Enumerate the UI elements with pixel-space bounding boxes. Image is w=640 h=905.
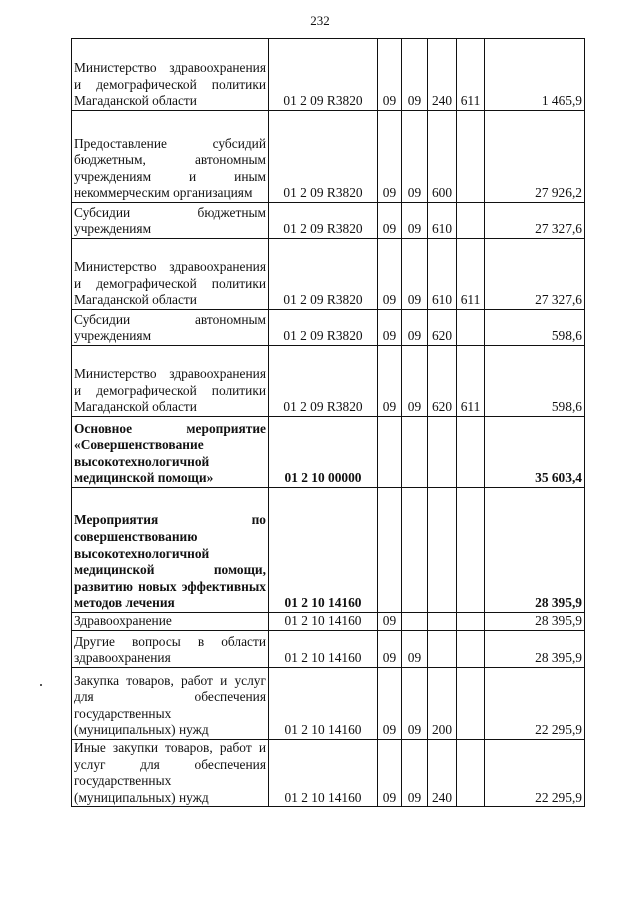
row-section-cell: 09 (378, 39, 402, 111)
row-subsection-cell (402, 488, 428, 613)
row-section-cell: 09 (378, 613, 402, 631)
row-name-cell: Министерство здравоохранения и демографической политики Магаданской области (72, 346, 269, 417)
row-subsection-cell: 09 (402, 740, 428, 807)
row-ministry-code-cell (457, 417, 485, 488)
row-expense-type-cell (428, 417, 457, 488)
table-row (72, 203, 585, 239)
row-ministry-code-cell: 611 (457, 239, 485, 310)
row-code-cell: 01 2 10 00000 (269, 417, 378, 488)
row-code-cell: 01 2 09 R3820 (269, 310, 378, 346)
row-ministry-code-cell (457, 740, 485, 807)
row-section-cell: 09 (378, 239, 402, 310)
table-row (72, 39, 585, 111)
row-expense-type-cell (428, 613, 457, 631)
table-row (72, 111, 585, 203)
row-subsection-cell: 09 (402, 668, 428, 740)
row-amount-cell: 27 926,2 (485, 111, 585, 203)
row-section-cell (378, 417, 402, 488)
row-amount-cell: 1 465,9 (485, 39, 585, 111)
row-amount-cell: 28 395,9 (485, 488, 585, 613)
row-amount-cell: 22 295,9 (485, 740, 585, 807)
row-code-cell: 01 2 09 R3820 (269, 39, 378, 111)
row-section-cell: 09 (378, 111, 402, 203)
row-ministry-code-cell (457, 111, 485, 203)
row-subsection-cell: 09 (402, 39, 428, 111)
table-row (72, 346, 585, 417)
row-expense-type-cell: 620 (428, 346, 457, 417)
row-ministry-code-cell (457, 668, 485, 740)
row-subsection-cell: 09 (402, 631, 428, 668)
row-expense-type-cell: 620 (428, 310, 457, 346)
row-code-cell: 01 2 10 14160 (269, 631, 378, 668)
row-code-cell: 01 2 10 14160 (269, 740, 378, 807)
row-code-cell: 01 2 09 R3820 (269, 203, 378, 239)
row-amount-cell: 22 295,9 (485, 668, 585, 740)
row-code-cell: 01 2 10 14160 (269, 488, 378, 613)
table-row (72, 613, 585, 631)
row-subsection-cell (402, 417, 428, 488)
row-ministry-code-cell: 611 (457, 39, 485, 111)
row-expense-type-cell: 200 (428, 668, 457, 740)
row-code-cell: 01 2 10 14160 (269, 613, 378, 631)
row-amount-cell: 27 327,6 (485, 203, 585, 239)
row-section-cell: 09 (378, 668, 402, 740)
row-subsection-cell: 09 (402, 203, 428, 239)
row-name-cell: Другие вопросы в области здравоохранения (72, 631, 269, 668)
row-section-cell: 09 (378, 203, 402, 239)
row-expense-type-cell: 610 (428, 239, 457, 310)
row-name-cell: Основное мероприятие «Совершенствование высокотехнологичной медицинской помощи» (72, 417, 269, 488)
row-subsection-cell: 09 (402, 239, 428, 310)
table-body (72, 39, 585, 807)
row-expense-type-cell: 240 (428, 39, 457, 111)
row-expense-type-cell: 600 (428, 111, 457, 203)
row-ministry-code-cell (457, 203, 485, 239)
row-code-cell: 01 2 09 R3820 (269, 111, 378, 203)
row-name-cell: Иные закупки товаров, работ и услуг для обеспечения государственных (муниципальных) нужд (72, 740, 269, 807)
row-ministry-code-cell (457, 310, 485, 346)
row-expense-type-cell (428, 488, 457, 613)
row-name-cell: Предоставление субсидий бюджетным, автономным учреждениям и иным некоммерческим организациям (72, 111, 269, 203)
row-name-cell: Здравоохранение (72, 613, 269, 631)
table-row (72, 417, 585, 488)
row-name-cell: Субсидии автономным учреждениям (72, 310, 269, 346)
row-amount-cell: 598,6 (485, 310, 585, 346)
row-name-cell: Субсидии бюджетным учреждениям (72, 203, 269, 239)
row-name-cell: Министерство здравоохранения и демографической политики Магаданской области (72, 39, 269, 111)
row-ministry-code-cell (457, 613, 485, 631)
row-section-cell: 09 (378, 740, 402, 807)
row-code-cell: 01 2 09 R3820 (269, 239, 378, 310)
row-section-cell: 09 (378, 346, 402, 417)
row-section-cell: 09 (378, 310, 402, 346)
table-row (72, 239, 585, 310)
row-subsection-cell: 09 (402, 346, 428, 417)
row-amount-cell: 28 395,9 (485, 631, 585, 668)
row-code-cell: 01 2 10 14160 (269, 668, 378, 740)
table-row (72, 488, 585, 613)
table-row (72, 740, 585, 807)
page-number: 232 (310, 13, 330, 28)
row-section-cell (378, 488, 402, 613)
row-amount-cell: 35 603,4 (485, 417, 585, 488)
row-name-cell: Министерство здравоохранения и демографической политики Магаданской области (72, 239, 269, 310)
row-ministry-code-cell (457, 631, 485, 668)
row-amount-cell: 598,6 (485, 346, 585, 417)
row-name-cell: Мероприятия по совершенствованию высокотехнологичной медицинской помощи, развитию новых эффективных методов лечения (72, 488, 269, 613)
budget-table (71, 38, 585, 807)
row-ministry-code-cell (457, 488, 485, 613)
row-expense-type-cell: 240 (428, 740, 457, 807)
row-ministry-code-cell: 611 (457, 346, 485, 417)
row-expense-type-cell: 610 (428, 203, 457, 239)
table-row (72, 310, 585, 346)
row-subsection-cell (402, 613, 428, 631)
table-row (72, 631, 585, 668)
row-code-cell: 01 2 09 R3820 (269, 346, 378, 417)
row-amount-cell: 27 327,6 (485, 239, 585, 310)
table-row (72, 668, 585, 740)
row-subsection-cell: 09 (402, 111, 428, 203)
scan-dot (40, 684, 42, 686)
row-subsection-cell: 09 (402, 310, 428, 346)
row-section-cell: 09 (378, 631, 402, 668)
row-amount-cell: 28 395,9 (485, 613, 585, 631)
row-expense-type-cell (428, 631, 457, 668)
row-name-cell: Закупка товаров, работ и услуг для обеспечения государственных (муниципальных) нужд (72, 668, 269, 740)
